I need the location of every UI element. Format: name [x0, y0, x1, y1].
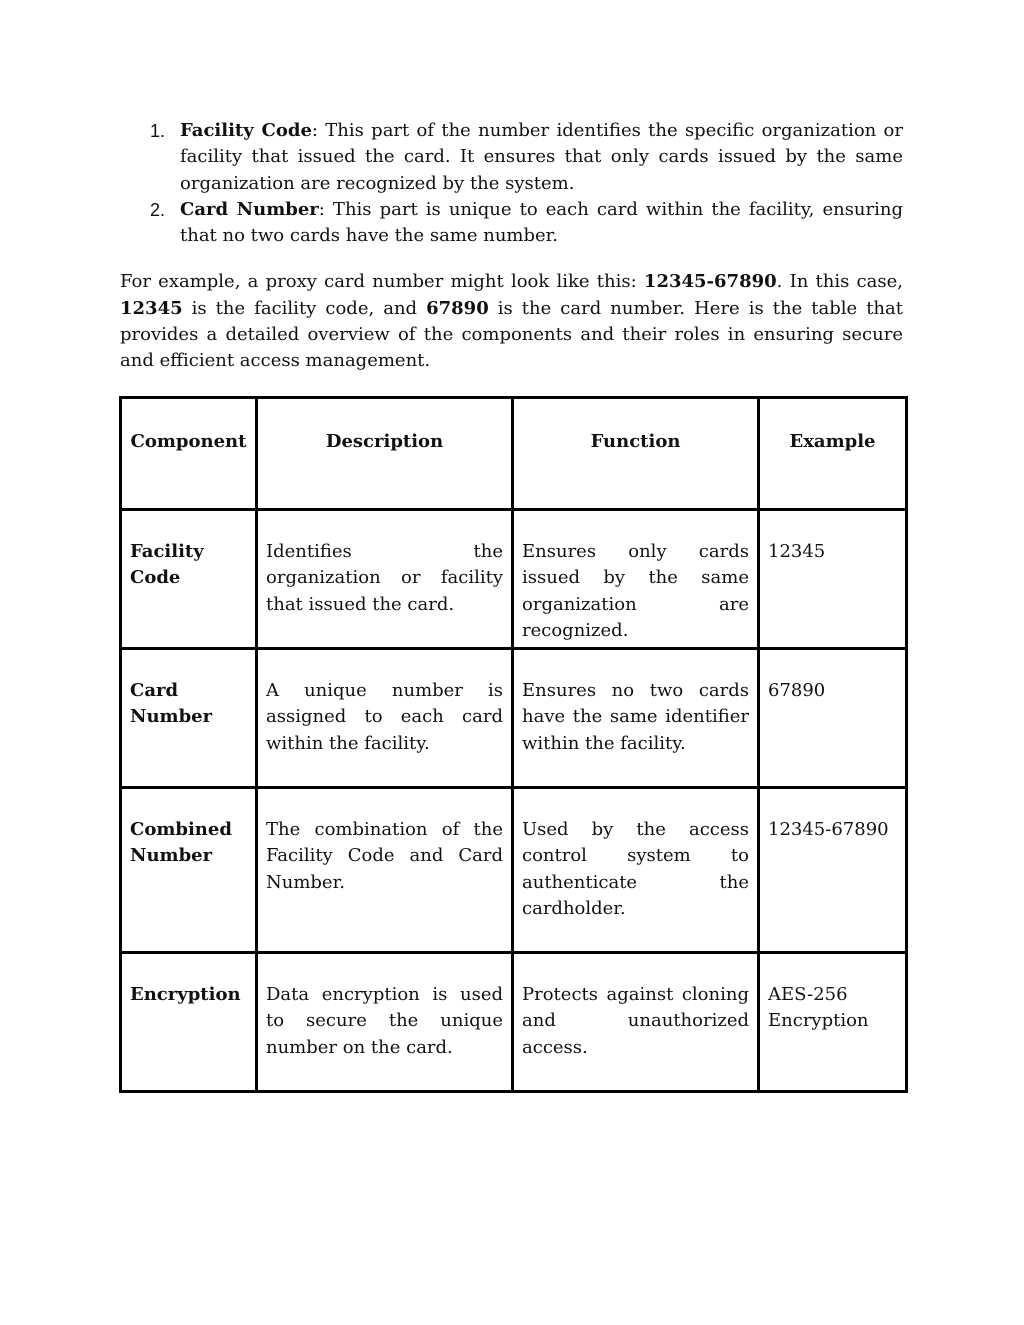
cell-description: Data encryption is used to secure the unique number on the card.: [257, 953, 513, 1092]
cell-example: AES-256 Encryption: [759, 953, 907, 1092]
components-table: [119, 396, 908, 1093]
header-component: Component: [121, 398, 257, 510]
paragraph-bold-number: 12345-67890: [643, 271, 777, 293]
header-function: Function: [513, 398, 759, 510]
cell-function: Protects against cloning and unauthorized access.: [513, 953, 759, 1092]
list-number: 1.: [150, 121, 166, 141]
component-list: [120, 118, 903, 249]
paragraph-text: . In this case,: [776, 271, 903, 293]
cell-function: Used by the access control system to authenticate the cardholder.: [513, 788, 759, 953]
paragraph-text: is the facility code, and: [182, 297, 427, 319]
list-term: Card Number: [180, 198, 319, 220]
cell-function: Ensures no two cards have the same identifier within the facility.: [513, 649, 759, 788]
table-row: [121, 510, 907, 649]
cell-example: 12345: [759, 510, 907, 649]
cell-component: Encryption: [121, 953, 257, 1092]
paragraph-text: For example, a proxy card number might look like this:: [120, 271, 644, 293]
list-text: : This part of the number identifies the specific organization or facility that issued the card. It ensures that only cards issued by the same organization are recognized by the system.: [180, 120, 903, 194]
cell-example: 12345-67890: [759, 788, 907, 953]
list-item: [150, 197, 904, 250]
list-number: 2.: [150, 199, 166, 220]
table-header-row: [121, 398, 907, 510]
cell-component: Facility Code: [121, 510, 257, 649]
list-term: Facility Code: [180, 120, 312, 141]
table-row: [121, 953, 907, 1092]
document-page: [120, 118, 903, 375]
cell-example: 67890: [759, 649, 907, 788]
cell-description: The combination of the Facility Code and Card Number.: [257, 788, 513, 953]
cell-description: Identifies the organization or facility that issued the card.: [257, 510, 513, 649]
cell-function: Ensures only cards issued by the same organization are recognized.: [513, 510, 759, 649]
paragraph-text: is the card number. Here is the table that provides a detailed overview of the components and their roles in ensuring secure and efficient access management.: [120, 297, 903, 372]
paragraph-bold-number: 67890: [426, 297, 489, 319]
paragraph-bold-number: 12345: [120, 297, 183, 319]
list-item: [150, 118, 903, 197]
header-example: Example: [759, 398, 907, 510]
cell-description: A unique number is assigned to each card within the facility.: [257, 649, 513, 788]
example-paragraph: [120, 269, 903, 374]
cell-component: Card Number: [121, 649, 257, 788]
table-row: [121, 788, 907, 953]
table-row: [121, 649, 907, 788]
list-text: : This part is unique to each card within the facility, ensuring that no two cards have the same number.: [180, 198, 904, 247]
header-description: Description: [257, 398, 513, 510]
cell-component: Combined Number: [121, 788, 257, 953]
